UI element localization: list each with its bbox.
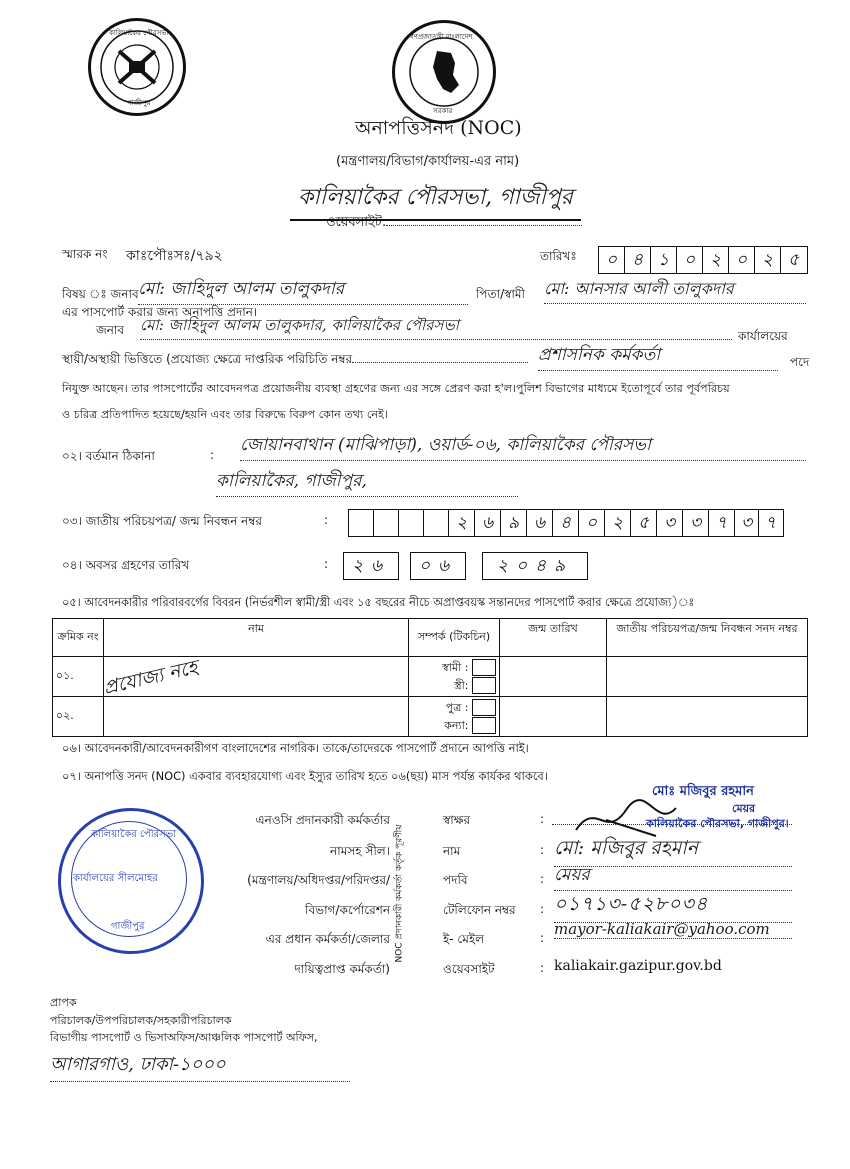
col-serial: ক্রমিক নং [53,619,104,657]
date-digit: ২ [703,247,729,273]
colon: : [210,448,215,462]
office-name-handwritten: কালিয়াকৈর পৌরসভা, গাজীপুর [290,180,581,221]
family-label: ০৫। আবেদনকারীর পরিবারবর্গের বিবরন (নির্ভরশীল স্বামী/স্ত্রী এবং ১৫ বছরের নীচে অপ্রাপ্তবয়স্ক সন্তানদের পাসপোর্ট করার ক্ষেত্রে প্রযোজ্য)ঃ [62,596,695,609]
citizenship-statement: ০৬। আবেদনকারী/আবেদনকারীগণ বাংলাদেশের নাগরিক। তাকে/তাদেরকে পাসপোর্ট প্রদানে আপত্তি নাই। [62,741,529,755]
husband-checkbox[interactable] [472,659,496,676]
row-nid [607,657,808,697]
field-label: পদবি [443,873,468,887]
page-title: অনাপত্তিসনদ (NOC) [355,117,522,139]
applicant-office: মো: জাহিদুল আলম তালুকদার, কালিয়াকৈর পৌরসভা [140,314,732,340]
website-label: ওয়েবসাইট: [326,213,582,234]
logo-right-text: গণপ্রজাতন্ত্রী বাংলাদেশ [409,33,473,41]
field-label: ওয়েবসাইট [443,962,495,976]
officer-name: মো: মজিবুর রহমান [554,834,792,867]
nid-digit: ২ [449,510,475,536]
seal-middle-text: কার্যালয়ের সীলমোহর [73,873,158,884]
subject-line2: এর পাসপোর্ট করার জন্য অনাপত্তি প্রদান। [62,305,258,319]
address-line1: জোয়ানবাথান (মাঝিপাড়া), ওয়ার্ড-০৬, কালিয়াকৈর পৌরসভা [240,432,806,461]
field-label: টেলিফোন নম্বর [443,903,516,917]
nid-digit: ৬ [475,510,501,536]
stamp-officer-org: কালিয়াকৈর পৌরসভা, গাজীপুর। [646,817,789,830]
officer-left-line: নামসহ সীল। [330,844,390,858]
nid-digit: ৩ [735,510,759,536]
date-digit: ০ [677,247,703,273]
colon: : [540,931,545,945]
colon: : [540,902,545,916]
retire-month: ০৬ [418,556,458,576]
retire-label: ০৪। অবসর গ্রহণের তারিখ [62,558,190,572]
government-logo [392,20,496,124]
col-name: নাম [104,619,409,657]
col-dob: জন্ম তারিখ [500,619,607,657]
seal-top-text: কালিয়াকৈর পৌরসভা [91,829,177,840]
validity-statement: ০৭। অনাপত্তি সনদ (NOC) একবার ব্যবহারযোগ্য এবং ইস্যুর তারিখ হতে ০৬(ছয়) মাস পর্যন্ত কার্যকর থাকবে। [62,769,548,783]
father-name: মো: আনসার আলী তালুকদার [544,276,806,304]
designation: প্রশাসনিক কর্মকর্তা [538,342,778,371]
date-digit: ০ [599,247,625,273]
officer-left-line: দায়িত্বপ্রাপ্ত কর্মকর্তা) [294,962,390,976]
col-nid: জাতীয় পরিচয়পত্র/জন্ম নিবন্ধন সনদ নম্বর [607,619,808,657]
date-box [598,246,808,274]
daughter-checkbox[interactable] [472,717,496,734]
row-serial: ০২. [53,697,104,737]
recipient-line1: পরিচালক/উপপরিচালক/সহকারীপরিচালক [50,1014,232,1027]
office-round-seal [58,808,204,954]
office-suffix: কার্যালয়ের [738,329,788,343]
row-name [104,697,409,737]
officer-designation: মেয়র [554,862,792,891]
colon: : [540,961,545,975]
verification-para1: নিযুক্ত আছেন। তার পাসপোর্টের আবেদনপত্র প্রয়োজনীয় ব্যবস্থা গ্রহণের জন্য এর সঙ্গে প্রেরণ করা হ'ল।পুলিশ বিভাগের মাধ্যমে ইতোপূর্বে তার পূর্বপরিচয় [62,382,730,395]
colon: : [540,812,545,826]
field-label: স্বাক্ষর [443,813,471,827]
table-row [53,697,808,737]
colon: : [324,557,329,571]
nid-blank-cell [349,510,374,536]
officer-left-line: (মন্ত্রণালয়/অধিদপ্তর/পরিদপ্তর/ [247,873,390,887]
logo-left-bottom: গাজীপুর [127,99,151,107]
logo-left-text: কালিয়াকৈর পৌরসভা [109,29,169,37]
officer-left-line: এর প্রধান কর্মকর্তা/জেলার [265,932,390,946]
field-label: ই- মেইল [443,932,485,946]
nid-digit: ২ [605,510,631,536]
officer-email: mayor-kaliakair@yahoo.com [554,920,792,939]
address-label: ০২। বর্তমান ঠিকানা [62,449,155,463]
recipient-line3: আগারগাও, ঢাকা-১০০০ [50,1050,350,1082]
colon: : [324,513,329,527]
row-dob [500,657,607,697]
nid-digit: ০ [579,510,605,536]
retire-day-box [343,552,399,580]
ref-number: কাঃপৌঃসঃ/৭৯২ [126,248,223,264]
officer-phone: ০১৭১৩-৫২৮০৩৪ [554,890,792,923]
nid-digit: ৩ [683,510,709,536]
municipality-logo [88,18,186,116]
nid-digit: ৭ [709,510,735,536]
nid-blank-cell [374,510,399,536]
date-digit: ১ [651,247,677,273]
row-serial: ০১. [53,657,104,697]
stamp-officer-name: মোঃ মজিবুর রহমান [652,784,754,799]
row-dob [500,697,607,737]
recipient-label: প্রাপক [50,996,77,1009]
address-line2: কালিয়াকৈর, গাজীপুর, [216,468,518,497]
row-relation: পুত্র : কন্যা: [409,697,500,737]
nid-blank-cell [399,510,424,536]
vertical-note: NOC প্রদানকারী কর্মকর্তা কর্তৃক পূরণীয় [394,824,405,963]
retire-year: ২০৪৯ [496,556,574,576]
retire-month-box [410,552,466,580]
row-relation: স্বামী : স্ত্রী: [409,657,500,697]
subject-label: বিষয় ঃ জনাব [62,287,139,301]
colon: : [540,843,545,857]
date-label: তারিখঃ [540,249,577,263]
field-label: নাম [443,844,461,858]
son-checkbox[interactable] [472,699,496,716]
stamp-officer-title: মেয়র [732,802,756,815]
line4-label: স্থায়ী/অস্থায়ী ভিত্তিতে (প্রযোজ্য ক্ষেত্রে দাপ্তরিক পরিচিতি নম্বর [62,351,528,371]
seal-bottom-text: গাজীপুর [111,921,145,932]
nid-blank-cell [424,510,449,536]
date-digit: ৫ [787,250,800,270]
officer-left-line: বিভাগ/কর্পোরেশন [305,903,390,917]
recipient-line2: বিভাগীয় পাসপোর্ট ও ভিসাঅফিস/আঞ্চলিক পাসপোর্ট অফিস, [50,1031,318,1044]
retire-year-box [482,552,588,580]
father-label: পিতা/স্বামী [476,287,525,301]
not-applicable-note: প্রযোজ্য নহে [101,656,200,700]
applicant-name: মো: জাহিদুল আলম তালুকদার [138,276,468,305]
page-subtitle: (মন্ত্রণালয়/বিভাগ/কার্যালয়-এর নাম) [336,154,520,169]
nid-digit: ৪ [553,510,579,536]
nid-digit: ৯ [501,510,527,536]
colon: : [540,872,545,886]
nid-digit: ৩ [657,510,683,536]
retire-day: ২৬ [351,556,391,576]
date-digit: ০ [729,247,755,273]
line3-label: জনাব [96,323,125,337]
date-digit: ২ [755,247,781,273]
nid-digit: ৭ [764,513,777,533]
verification-para2: ও চরিত্র প্রতিপাদিত হয়েছে/হয়নি এবং তার বিরুদ্ধে বিরুপ কোন তথ্য নেই। [62,408,388,421]
nid-digit: ৫ [631,510,657,536]
col-relation: সম্পর্ক (টিকচিন) [409,619,500,657]
date-digit: ৪ [625,247,651,273]
ref-label: স্মারক নং [62,247,108,261]
row-nid [607,697,808,737]
logo-right-bottom: সরকার [433,107,453,115]
officer-left-line: এনওসি প্রদানকারী কর্মকর্তার [255,813,390,827]
nid-digit: ৬ [527,510,553,536]
nid-label: ০৩। জাতীয় পরিচয়পত্র/ জন্ম নিবন্ধন নম্বর [62,514,263,528]
officer-website: kaliakair.gazipur.gov.bd [554,958,722,974]
wife-checkbox[interactable] [472,677,496,694]
nid-box [348,509,784,537]
post-suffix: পদে [790,355,810,369]
